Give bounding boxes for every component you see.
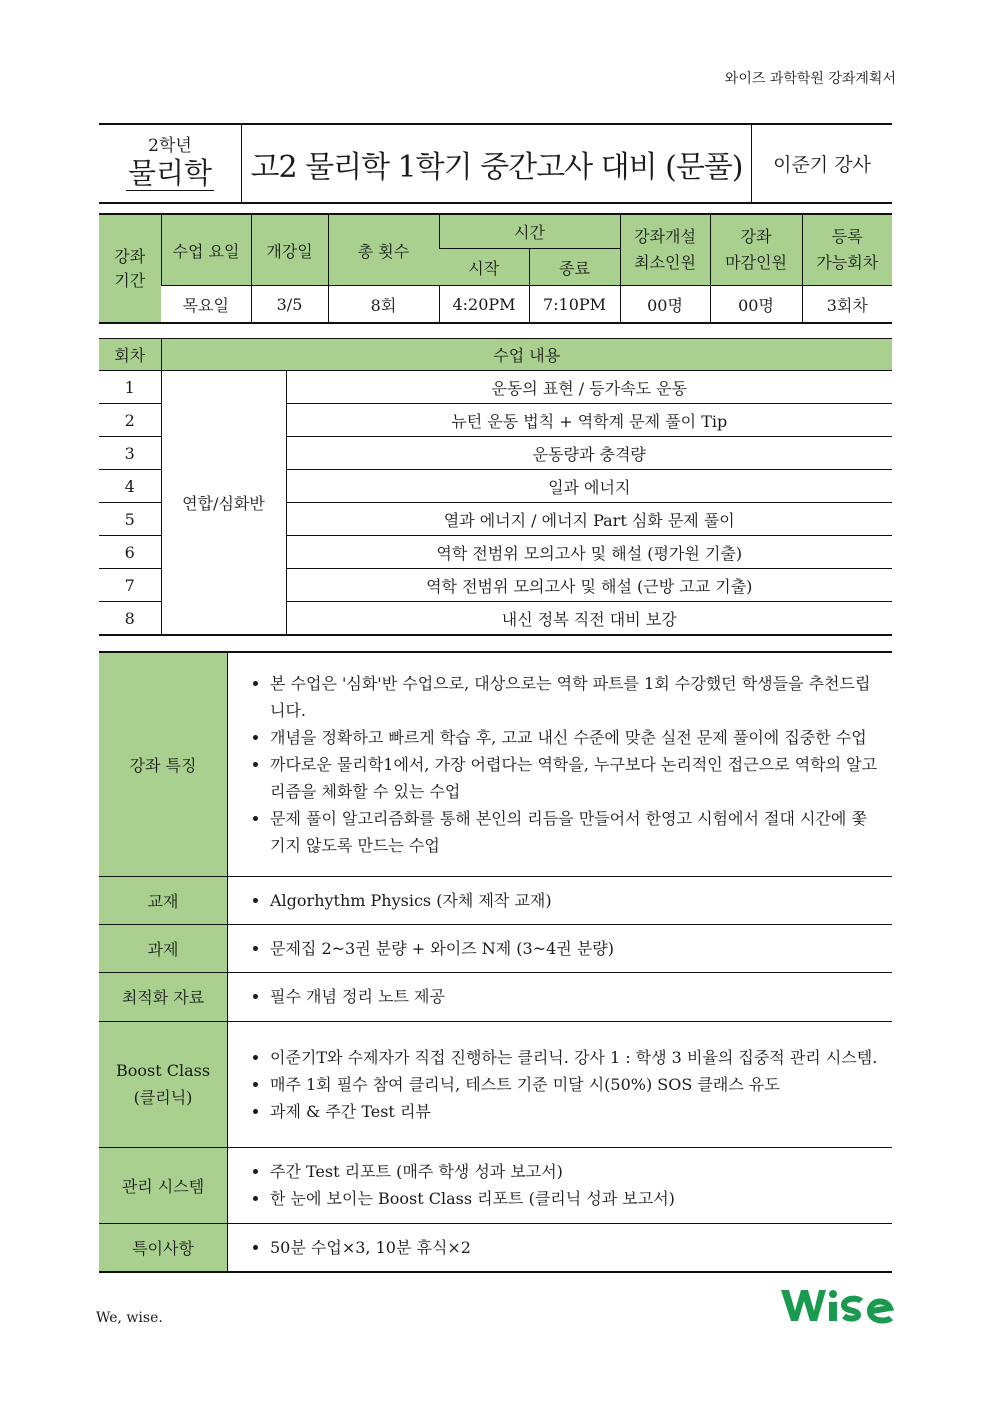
value-min-enroll: 00명: [620, 286, 710, 324]
feature-item: • 문제집 2~3권 분량 + 와이즈 N제 (3~4권 분량): [270, 935, 880, 962]
value-max-enroll: 00명: [710, 286, 802, 324]
feature-label: 교재: [99, 876, 228, 924]
header-join-session: 등록 가능회차: [802, 214, 892, 286]
feature-item: • 주간 Test 리포트 (매주 학생 성과 보고서): [270, 1158, 880, 1185]
feature-item: • 까다로운 물리학1에서, 가장 어렵다는 역학을, 누구보다 논리적인 접근으로 역학의 알고리즘을 체화할 수 있는 수업: [270, 751, 880, 805]
title-block: [99, 123, 892, 204]
value-time-start: 4:20PM: [439, 286, 529, 324]
session-content: 열과 에너지 / 에너지 Part 심화 문제 풀이: [286, 503, 892, 536]
session-content: 운동량과 충격량: [286, 437, 892, 470]
subject-name: 물리학: [127, 156, 213, 190]
class-type: 연합/심화반: [161, 371, 286, 636]
value-day: 목요일: [161, 286, 251, 324]
feature-label: 강좌 특징: [99, 652, 228, 876]
feature-row: [99, 876, 892, 924]
feature-item: • Algorhythm Physics (자체 제작 교재): [270, 887, 880, 914]
feature-row: [99, 1147, 892, 1223]
period-label: 강좌 기간: [99, 214, 161, 323]
header-time-end: 종료: [529, 249, 620, 286]
features-table: [99, 651, 892, 1273]
session-content: 내신 정복 직전 대비 보강: [286, 602, 892, 636]
course-title: 고2 물리학 1학기 중간고사 대비 (문풀): [242, 125, 752, 202]
feature-row: [99, 1223, 892, 1272]
header-day: 수업 요일: [161, 214, 251, 286]
feature-item: • 매주 1회 필수 참여 클리닉, 테스트 기준 미달 시(50%) SOS 클래스 유도: [270, 1071, 880, 1098]
header-session-content: 수업 내용: [161, 339, 892, 371]
header-max-enroll: 강좌 마감인원: [710, 214, 802, 286]
session-no: 5: [99, 503, 161, 536]
value-total-sessions: 8회: [328, 286, 439, 324]
teacher-name: 이준기 강사: [773, 154, 871, 176]
session-no: 1: [99, 371, 161, 404]
feature-item: • 본 수업은 '심화'반 수업으로, 대상으로는 역학 파트를 1회 수강했던 학생들을 추천드립니다.: [270, 670, 880, 724]
session-no: 6: [99, 536, 161, 569]
value-join-session: 3회차: [802, 286, 892, 324]
header-total-sessions: 총 횟수: [328, 214, 439, 286]
subject-cell: [99, 125, 242, 202]
header-min-enroll: 강좌개설 최소인원: [620, 214, 710, 286]
feature-item: • 이준기T와 수제자가 직접 진행하는 클리닉. 강사 1 : 학생 3 비율의 집중적 관리 시스템.: [270, 1044, 880, 1071]
wise-logo: [778, 1284, 894, 1330]
schedule-table: [99, 213, 892, 324]
feature-label: 과제: [99, 924, 228, 972]
feature-row: [99, 652, 892, 876]
header-time-start: 시작: [439, 249, 529, 286]
feature-label: Boost Class (클리닉): [99, 1021, 228, 1147]
value-time-end: 7:10PM: [529, 286, 620, 324]
feature-label: 관리 시스템: [99, 1147, 228, 1223]
feature-label: 특이사항: [99, 1223, 228, 1272]
session-content: 일과 에너지: [286, 470, 892, 503]
grade-label: 2학년: [148, 136, 192, 156]
session-content: 역학 전범위 모의고사 및 해설 (평가원 기출): [286, 536, 892, 569]
feature-item: • 문제 풀이 알고리즘화를 통해 본인의 리듬을 만들어서 한영고 시험에서 절대 시간에 쫓기지 않도록 만드는 수업: [270, 805, 880, 859]
session-no: 7: [99, 569, 161, 602]
feature-item: • 한 눈에 보이는 Boost Class 리포트 (클리닉 성과 보고서): [270, 1185, 880, 1212]
session-no: 2: [99, 404, 161, 437]
header-start-date: 개강일: [251, 214, 328, 286]
session-no: 8: [99, 602, 161, 636]
session-no: 3: [99, 437, 161, 470]
feature-row: [99, 972, 892, 1021]
feature-item: • 과제 & 주간 Test 리뷰: [270, 1098, 880, 1125]
footer-slogan: We, wise.: [96, 1310, 163, 1326]
session-content: 뉴턴 운동 법칙 + 역학계 문제 풀이 Tip: [286, 404, 892, 437]
session-no: 4: [99, 470, 161, 503]
feature-label: 최적화 자료: [99, 972, 228, 1021]
value-start-date: 3/5: [251, 286, 328, 324]
session-content: 역학 전범위 모의고사 및 해설 (근방 고교 기출): [286, 569, 892, 602]
feature-row: [99, 1021, 892, 1147]
header-time: 시간: [439, 214, 620, 249]
document-label: 와이즈 과학학원 강좌계획서: [724, 71, 896, 87]
feature-item: • 필수 개념 정리 노트 제공: [270, 983, 880, 1010]
feature-row: [99, 924, 892, 972]
session-table: [99, 338, 892, 636]
feature-item: • 50분 수업×3, 10분 휴식×2: [270, 1234, 880, 1261]
table-row: [99, 371, 892, 404]
feature-item: • 개념을 정확하고 빠르게 학습 후, 고교 내신 수준에 맞춘 실전 문제 풀이에 집중한 수업: [270, 724, 880, 751]
session-content: 운동의 표현 / 등가속도 운동: [286, 371, 892, 404]
header-session-no: 회차: [99, 339, 161, 371]
